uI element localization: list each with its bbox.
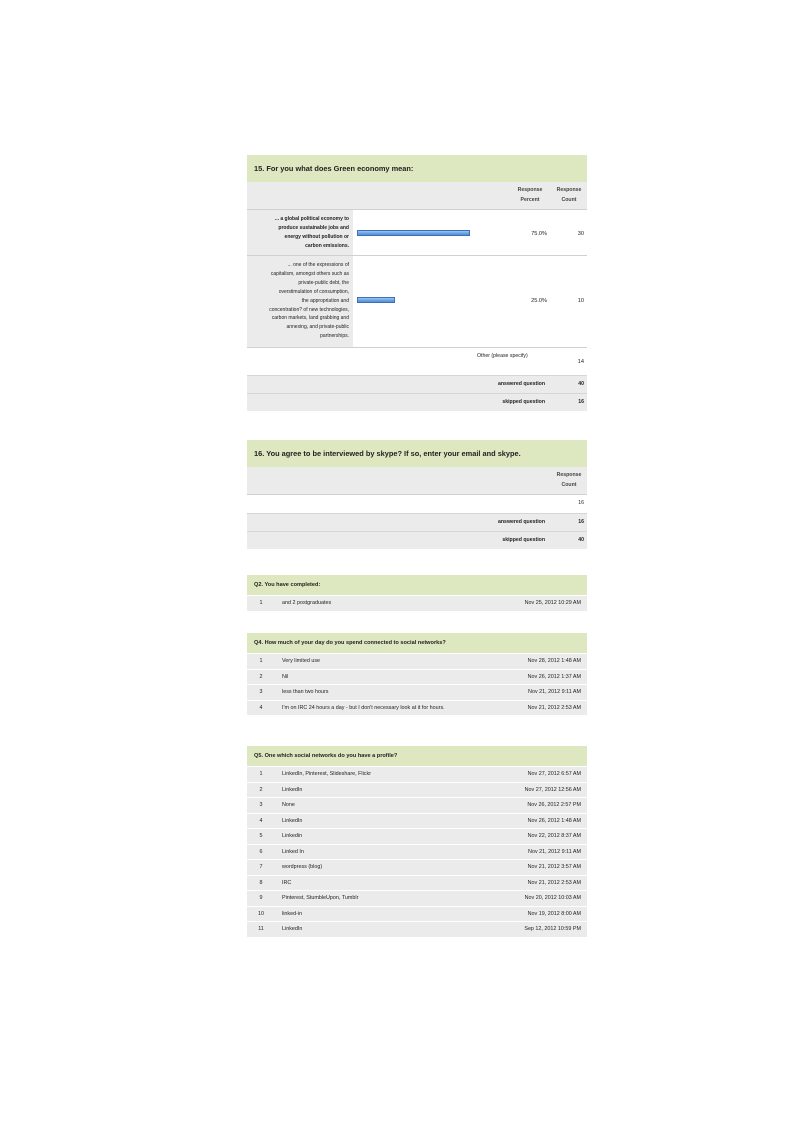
q15-answer-row-1 <box>247 209 587 255</box>
label-line: capitalism, amongst others such as <box>270 270 349 277</box>
q16-col-count <box>551 470 587 490</box>
response-row <box>247 921 587 937</box>
response-date: Nov 26, 2012 2:57 PM <box>527 802 581 808</box>
response-date: Nov 21, 2012 9:11 AM <box>528 689 581 695</box>
q2-response-list <box>247 595 587 611</box>
q15-answer-label-2 <box>247 256 353 347</box>
q15-other-label: Other (please specify) <box>477 353 528 359</box>
response-row <box>247 684 587 700</box>
response-date: Nov 28, 2012 1:48 AM <box>527 658 581 664</box>
q15-skipped-count: 16 <box>578 399 584 405</box>
response-text: LinkedIn <box>282 926 303 932</box>
response-number: 6 <box>259 848 263 855</box>
response-row <box>247 595 587 611</box>
response-row <box>247 844 587 860</box>
response-row <box>247 669 587 685</box>
q16-skipped-row <box>247 531 587 549</box>
col-percent-line1: Response <box>517 187 543 193</box>
label-line: produce sustainable jobs and <box>278 224 349 231</box>
col-percent-line2: Percent <box>520 197 540 203</box>
response-row <box>247 766 587 782</box>
q15-skipped-label: skipped question <box>502 399 545 405</box>
q16-answered-row <box>247 513 587 531</box>
q16-section <box>247 440 587 549</box>
q4-section <box>247 633 587 715</box>
label-line: annexing, and private-public <box>286 324 349 331</box>
response-number: 1 <box>259 600 263 606</box>
label-line: carbon markets, land grabbing and <box>271 315 349 322</box>
response-date: Nov 25, 2012 10:29 AM <box>524 600 581 606</box>
response-row <box>247 700 587 716</box>
q15-col-count <box>551 185 587 205</box>
q15-bar-2 <box>357 297 395 303</box>
response-text: less than two hours <box>282 689 329 695</box>
q15-answered-count: 40 <box>578 381 584 387</box>
response-row <box>247 813 587 829</box>
response-number: 9 <box>259 895 263 901</box>
response-text: wordpress (blog) <box>282 864 323 870</box>
q15-header-row <box>247 182 587 209</box>
q15-other-row <box>247 347 587 375</box>
q15-count-2: 10 <box>577 298 584 304</box>
response-number: 1 <box>259 771 263 777</box>
q16-count: 16 <box>578 500 584 506</box>
q15-answer-label-1 <box>247 210 353 255</box>
response-text: Linkedin <box>282 833 303 839</box>
response-text: Linked In <box>282 848 304 855</box>
col-count-line1: Response <box>556 187 582 193</box>
q2-section <box>247 575 587 611</box>
label-line: ... a global political economy to <box>274 216 349 222</box>
label-line: concentration? of new technologies, <box>269 306 349 313</box>
q16-skipped-count: 40 <box>578 537 584 543</box>
response-text: None <box>282 802 295 808</box>
q15-col-percent <box>511 185 549 205</box>
response-date: Nov 21, 2012 3:57 AM <box>527 864 581 870</box>
label-line: partnerships. <box>320 333 349 340</box>
response-text: LinkedIn <box>282 786 303 793</box>
response-date: Nov 26, 2012 1:48 AM <box>527 817 581 824</box>
label-line: carbon emissions. <box>305 242 349 249</box>
q5-section <box>247 746 587 937</box>
response-date: Nov 20, 2012 10:03 AM <box>524 895 581 901</box>
q16-answered-count: 16 <box>578 519 584 525</box>
response-text: Nil <box>282 673 289 680</box>
q15-other-count: 14 <box>577 359 584 365</box>
col-count-line2: Count <box>561 197 577 203</box>
response-row <box>247 906 587 922</box>
response-date: Nov 26, 2012 1:37 AM <box>527 673 581 680</box>
response-text: linked-in <box>282 910 303 917</box>
q5-title: Q5. One which social networks do you have a profile? <box>247 746 587 766</box>
response-text: IRC <box>282 879 292 886</box>
response-row <box>247 782 587 798</box>
response-row <box>247 890 587 906</box>
response-number: 8 <box>259 879 263 886</box>
response-text: Very limited use <box>282 658 321 664</box>
col-count-line1: Response <box>556 472 582 478</box>
response-row <box>247 828 587 844</box>
response-date: Nov 27, 2012 6:57 AM <box>527 771 581 777</box>
response-number: 5 <box>259 833 263 839</box>
response-row <box>247 859 587 875</box>
response-text: I'm on IRC 24 hours a day - but I don't necessary look at it for hours. <box>282 704 445 711</box>
q15-answer-row-2 <box>247 255 587 347</box>
response-number: 4 <box>259 817 263 824</box>
q15-skipped-row <box>247 393 587 411</box>
response-number: 2 <box>259 786 263 793</box>
q15-count-1: 30 <box>577 231 584 237</box>
col-count-line2: Count <box>561 482 577 488</box>
response-row <box>247 797 587 813</box>
q15-bar-track-1 <box>357 230 507 236</box>
response-number: 7 <box>259 864 263 870</box>
label-line: energy without pollution or <box>284 233 349 240</box>
response-text: and 2 postgraduates <box>282 600 332 606</box>
q16-skipped-label: skipped question <box>502 537 545 543</box>
response-date: Nov 21, 2012 2:53 AM <box>527 704 581 711</box>
response-date: Nov 19, 2012 8:00 AM <box>527 910 581 917</box>
q15-percent-2: 25.0% <box>531 298 547 304</box>
q15-bar-track-2 <box>357 297 507 303</box>
response-row <box>247 653 587 669</box>
response-number: 1 <box>259 658 263 664</box>
q5-response-list <box>247 766 587 937</box>
q15-answered-label: answered question <box>498 381 545 387</box>
q4-response-list <box>247 653 587 715</box>
q16-answered-label: answered question <box>498 519 545 525</box>
q2-title: Q2. You have completed: <box>247 575 587 595</box>
response-text: LinkedIn <box>282 817 303 824</box>
response-number: 10 <box>258 910 264 917</box>
q15-percent-1: 75.0% <box>531 231 547 237</box>
response-number: 3 <box>259 689 263 695</box>
q4-title: Q4. How much of your day do you spend connected to social networks? <box>247 633 587 653</box>
response-date: Nov 27, 2012 12:56 AM <box>524 786 581 793</box>
label-line: ... one of the expressions of <box>287 262 349 268</box>
q15-answered-row <box>247 375 587 393</box>
q15-title: 15. For you what does Green economy mean: <box>247 155 587 182</box>
response-number: 2 <box>259 673 263 680</box>
q15-section <box>247 155 587 411</box>
response-date: Nov 22, 2012 8:37 AM <box>527 833 581 839</box>
response-date: Sep 12, 2012 10:59 PM <box>524 926 581 932</box>
label-line: overstimulation of consumption, <box>278 288 349 295</box>
response-date: Nov 21, 2012 2:53 AM <box>527 879 581 886</box>
label-line: the appropriation and <box>301 297 349 304</box>
q16-count-row <box>247 494 587 513</box>
response-text: Pinterest, StumbleUpon, Tumblr <box>282 895 359 901</box>
response-number: 11 <box>258 926 264 932</box>
response-number: 3 <box>259 802 263 808</box>
q16-header-row <box>247 467 587 494</box>
label-line: private-public debt, the <box>298 279 349 286</box>
q16-title: 16. You agree to be interviewed by skype? If so, enter your email and skype. <box>247 440 587 467</box>
response-number: 4 <box>259 704 263 711</box>
response-date: Nov 21, 2012 9:11 AM <box>528 848 581 855</box>
response-row <box>247 875 587 891</box>
response-text: LinkedIn, Pinterest, Slideshare, Flickr <box>282 771 371 777</box>
q15-bar-1 <box>357 230 470 236</box>
